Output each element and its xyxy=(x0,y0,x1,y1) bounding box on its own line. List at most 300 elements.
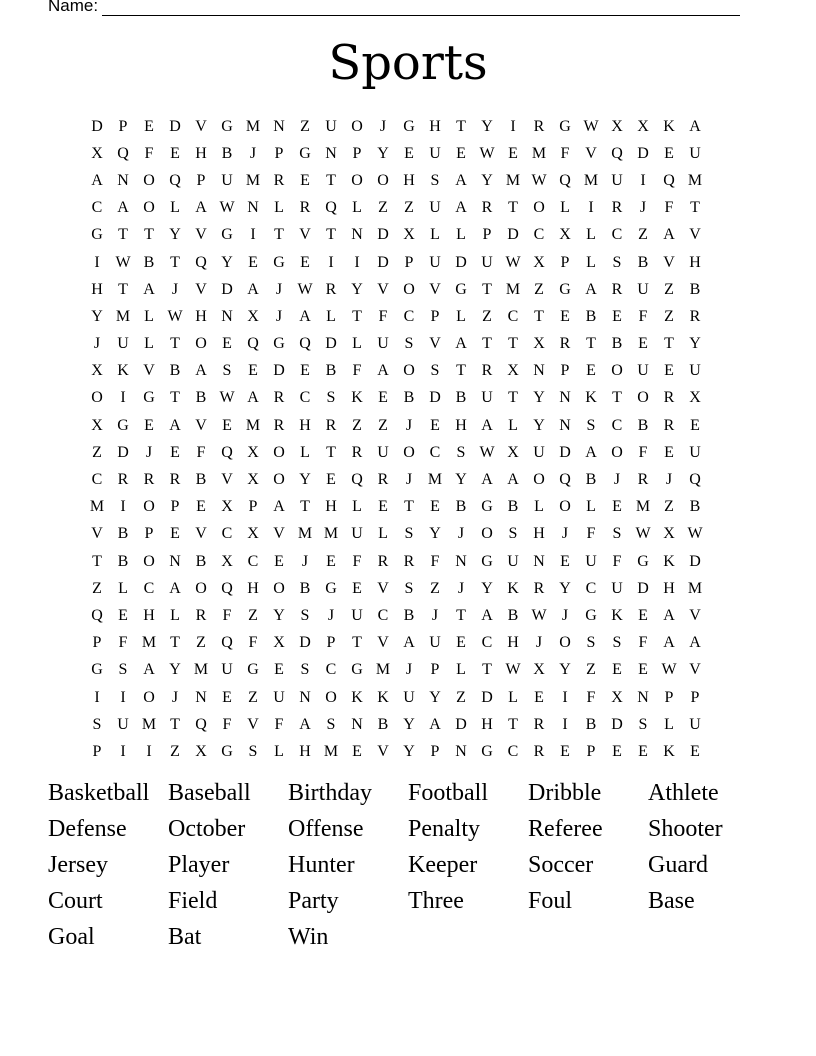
grid-letter: S xyxy=(326,715,336,733)
grid-letter: E xyxy=(560,307,570,325)
grid-letter: V xyxy=(689,606,701,624)
grid-letter: Y xyxy=(377,144,389,162)
grid-letter: R xyxy=(533,579,545,597)
grid-letter: M xyxy=(531,144,547,162)
grid-letter: X xyxy=(533,335,545,353)
grid-letter: L xyxy=(430,226,440,244)
grid-letter: E xyxy=(638,335,648,353)
grid-letter: R xyxy=(143,471,155,489)
grid-letter: O xyxy=(559,634,571,652)
grid-letter: P xyxy=(118,117,128,135)
grid-letter: B xyxy=(403,606,415,624)
grid-letter: S xyxy=(612,253,622,271)
grid-letter: Q xyxy=(221,634,233,652)
grid-letter: P xyxy=(144,525,154,543)
grid-letter: E xyxy=(326,471,336,489)
grid-letter: S xyxy=(430,362,440,380)
grid-letter: F xyxy=(144,144,154,162)
grid-letter: T xyxy=(326,226,336,244)
grid-letter: N xyxy=(299,688,311,706)
grid-letter: G xyxy=(637,552,649,570)
grid-row xyxy=(84,494,708,521)
grid-letter: T xyxy=(482,280,492,298)
grid-letter: L xyxy=(586,498,596,516)
grid-letter: R xyxy=(689,307,701,325)
grid-letter: Z xyxy=(92,443,102,461)
grid-letter: D xyxy=(689,552,701,570)
grid-letter: F xyxy=(248,634,258,652)
grid-letter: U xyxy=(351,525,363,543)
grid-letter: F xyxy=(586,525,596,543)
grid-letter: F xyxy=(352,362,362,380)
grid-letter: L xyxy=(456,226,466,244)
grid-row xyxy=(84,439,708,466)
name-underline[interactable] xyxy=(102,1,740,16)
grid-letter: E xyxy=(144,117,154,135)
grid-row xyxy=(84,575,708,602)
grid-letter: G xyxy=(559,117,571,135)
grid-letter: P xyxy=(430,307,440,325)
grid-letter: F xyxy=(638,307,648,325)
grid-letter: T xyxy=(404,498,414,516)
grid-letter: D xyxy=(273,362,285,380)
grid-letter: L xyxy=(456,307,466,325)
grid-letter: R xyxy=(559,335,571,353)
grid-letter: E xyxy=(118,606,128,624)
grid-letter: M xyxy=(687,171,703,189)
grid-letter: D xyxy=(559,443,571,461)
grid-letter: L xyxy=(378,525,388,543)
grid-letter: U xyxy=(689,144,701,162)
grid-letter: Z xyxy=(170,742,180,760)
grid-letter: R xyxy=(481,199,493,217)
grid-letter: Y xyxy=(455,471,467,489)
grid-letter: B xyxy=(611,335,623,353)
grid-letter: J xyxy=(535,634,543,652)
word-list-item: Win xyxy=(288,923,329,950)
grid-letter: W xyxy=(635,525,651,543)
grid-letter: A xyxy=(117,199,129,217)
word-list-item: Referee xyxy=(528,816,603,843)
grid-letter: B xyxy=(455,389,467,407)
grid-letter: R xyxy=(351,443,363,461)
grid-letter: S xyxy=(638,715,648,733)
grid-letter: O xyxy=(403,443,415,461)
grid-letter: A xyxy=(247,280,259,298)
grid-letter: B xyxy=(143,253,155,271)
grid-letter: W xyxy=(505,661,521,679)
grid-letter: Q xyxy=(221,579,233,597)
grid-letter: S xyxy=(118,661,128,679)
word-list-item: Birthday xyxy=(288,780,372,807)
grid-letter: E xyxy=(378,498,388,516)
grid-letter: Z xyxy=(664,280,674,298)
grid-letter: V xyxy=(91,525,103,543)
grid-letter: G xyxy=(481,552,493,570)
word-list-item: Guard xyxy=(648,851,708,878)
grid-letter: R xyxy=(377,471,389,489)
grid-letter: N xyxy=(247,199,259,217)
grid-letter: O xyxy=(143,498,155,516)
grid-letter: G xyxy=(481,742,493,760)
grid-letter: O xyxy=(611,443,623,461)
word-list-item: Party xyxy=(288,887,339,914)
grid-letter: U xyxy=(429,199,441,217)
grid-letter: G xyxy=(143,389,155,407)
grid-letter: P xyxy=(248,498,258,516)
grid-letter: X xyxy=(689,389,701,407)
grid-letter: N xyxy=(533,362,545,380)
grid-letter: I xyxy=(146,742,152,760)
grid-letter: J xyxy=(145,443,153,461)
grid-letter: W xyxy=(531,606,547,624)
grid-letter: A xyxy=(455,171,467,189)
grid-letter: S xyxy=(92,715,102,733)
grid-letter: T xyxy=(274,226,284,244)
grid-letter: W xyxy=(661,661,677,679)
word-list-item: Dribble xyxy=(528,780,602,807)
grid-letter: P xyxy=(560,253,570,271)
grid-letter: Q xyxy=(117,144,129,162)
grid-letter: X xyxy=(507,443,519,461)
grid-letter: T xyxy=(586,335,596,353)
grid-letter: T xyxy=(300,498,310,516)
grid-letter: J xyxy=(561,525,569,543)
grid-letter: Y xyxy=(559,579,571,597)
grid-letter: X xyxy=(663,525,675,543)
grid-letter: O xyxy=(559,498,571,516)
grid-letter: L xyxy=(456,661,466,679)
word-list-row xyxy=(48,883,768,919)
grid-letter: D xyxy=(221,280,233,298)
grid-letter: Z xyxy=(92,579,102,597)
grid-letter: I xyxy=(640,171,646,189)
grid-letter: Z xyxy=(248,688,258,706)
grid-letter: K xyxy=(663,117,675,135)
grid-letter: X xyxy=(403,226,415,244)
grid-letter: T xyxy=(456,117,466,135)
grid-letter: T xyxy=(118,226,128,244)
grid-row xyxy=(84,140,708,167)
grid-letter: T xyxy=(352,307,362,325)
grid-letter: N xyxy=(559,389,571,407)
grid-letter: E xyxy=(456,144,466,162)
grid-letter: G xyxy=(273,335,285,353)
grid-letter: G xyxy=(559,280,571,298)
grid-letter: P xyxy=(560,362,570,380)
grid-letter: R xyxy=(611,280,623,298)
grid-letter: E xyxy=(560,552,570,570)
grid-row xyxy=(84,412,708,439)
grid-letter: E xyxy=(248,253,258,271)
grid-letter: R xyxy=(637,471,649,489)
grid-letter: R xyxy=(299,199,311,217)
grid-letter: B xyxy=(221,144,233,162)
word-list-item: Shooter xyxy=(648,816,723,843)
grid-letter: P xyxy=(274,144,284,162)
grid-letter: L xyxy=(352,498,362,516)
grid-letter: T xyxy=(170,335,180,353)
grid-letter: E xyxy=(638,661,648,679)
grid-letter: U xyxy=(585,552,597,570)
grid-letter: J xyxy=(93,335,101,353)
grid-letter: R xyxy=(195,606,207,624)
grid-letter: O xyxy=(195,335,207,353)
grid-letter: D xyxy=(507,226,519,244)
grid-letter: U xyxy=(637,280,649,298)
grid-letter: Z xyxy=(456,688,466,706)
grid-letter: Q xyxy=(325,199,337,217)
grid-letter: T xyxy=(170,634,180,652)
grid-letter: A xyxy=(689,634,701,652)
grid-letter: K xyxy=(611,606,623,624)
grid-letter: O xyxy=(143,552,155,570)
grid-letter: A xyxy=(663,634,675,652)
grid-letter: N xyxy=(273,117,285,135)
grid-letter: Q xyxy=(663,171,675,189)
grid-letter: O xyxy=(533,471,545,489)
grid-letter: N xyxy=(533,552,545,570)
grid-letter: T xyxy=(508,335,518,353)
grid-letter: D xyxy=(637,579,649,597)
grid-letter: H xyxy=(143,606,155,624)
grid-letter: O xyxy=(325,688,337,706)
grid-letter: X xyxy=(273,634,285,652)
grid-letter: S xyxy=(300,661,310,679)
grid-letter: W xyxy=(219,389,235,407)
grid-letter: E xyxy=(222,335,232,353)
grid-letter: I xyxy=(354,253,360,271)
grid-letter: A xyxy=(143,661,155,679)
grid-letter: O xyxy=(143,171,155,189)
grid-letter: F xyxy=(612,552,622,570)
grid-letter: U xyxy=(403,688,415,706)
grid-letter: M xyxy=(245,416,261,434)
grid-letter: V xyxy=(195,280,207,298)
name-field[interactable] xyxy=(48,0,740,16)
grid-row xyxy=(84,548,708,575)
grid-letter: E xyxy=(690,416,700,434)
grid-letter: R xyxy=(169,471,181,489)
grid-letter: J xyxy=(405,471,413,489)
grid-letter: L xyxy=(508,688,518,706)
grid-row xyxy=(84,358,708,385)
grid-letter: F xyxy=(196,443,206,461)
grid-row xyxy=(84,602,708,629)
grid-letter: L xyxy=(144,307,154,325)
grid-letter: Y xyxy=(429,525,441,543)
grid-letter: E xyxy=(586,362,596,380)
grid-letter: B xyxy=(117,552,129,570)
grid-letter: V xyxy=(221,471,233,489)
grid-letter: D xyxy=(377,226,389,244)
grid-letter: N xyxy=(169,552,181,570)
grid-letter: G xyxy=(221,742,233,760)
grid-letter: G xyxy=(273,253,285,271)
grid-letter: M xyxy=(323,525,339,543)
grid-letter: E xyxy=(612,498,622,516)
grid-letter: U xyxy=(533,443,545,461)
grid-letter: N xyxy=(195,688,207,706)
grid-letter: O xyxy=(143,688,155,706)
grid-letter: V xyxy=(585,144,597,162)
grid-letter: R xyxy=(663,389,675,407)
grid-letter: B xyxy=(195,389,207,407)
grid-letter: Q xyxy=(91,606,103,624)
grid-letter: K xyxy=(351,389,363,407)
grid-letter: D xyxy=(455,715,467,733)
grid-letter: B xyxy=(455,498,467,516)
grid-letter: T xyxy=(144,226,154,244)
grid-letter: B xyxy=(195,552,207,570)
grid-letter: E xyxy=(352,742,362,760)
grid-letter: C xyxy=(481,634,493,652)
grid-letter: C xyxy=(585,579,597,597)
word-list-item: Baseball xyxy=(168,780,251,807)
grid-letter: L xyxy=(508,416,518,434)
grid-letter: C xyxy=(429,443,441,461)
grid-letter: A xyxy=(663,226,675,244)
grid-row xyxy=(84,167,708,194)
grid-letter: L xyxy=(534,498,544,516)
grid-letter: V xyxy=(195,226,207,244)
grid-letter: Y xyxy=(169,226,181,244)
grid-letter: L xyxy=(274,742,284,760)
grid-letter: P xyxy=(430,661,440,679)
grid-letter: F xyxy=(664,199,674,217)
grid-letter: E xyxy=(612,307,622,325)
grid-letter: E xyxy=(300,362,310,380)
grid-letter: R xyxy=(377,552,389,570)
grid-letter: G xyxy=(585,606,597,624)
grid-letter: U xyxy=(117,335,129,353)
grid-letter: W xyxy=(583,117,599,135)
grid-letter: M xyxy=(505,280,521,298)
grid-letter: V xyxy=(429,335,441,353)
grid-letter: B xyxy=(117,525,129,543)
grid-letter: V xyxy=(377,280,389,298)
grid-letter: Y xyxy=(351,280,363,298)
grid-row xyxy=(84,222,708,249)
grid-letter: P xyxy=(170,498,180,516)
grid-letter: M xyxy=(427,471,443,489)
grid-letter: E xyxy=(430,416,440,434)
grid-letter: Q xyxy=(169,171,181,189)
grid-letter: N xyxy=(325,144,337,162)
grid-letter: T xyxy=(508,715,518,733)
grid-letter: Q xyxy=(195,715,207,733)
grid-letter: P xyxy=(664,688,674,706)
grid-letter: E xyxy=(352,579,362,597)
grid-letter: C xyxy=(325,661,337,679)
grid-letter: G xyxy=(351,661,363,679)
grid-letter: B xyxy=(689,498,701,516)
grid-letter: E xyxy=(534,688,544,706)
grid-letter: R xyxy=(273,416,285,434)
word-list xyxy=(48,776,768,955)
grid-letter: T xyxy=(612,389,622,407)
grid-letter: I xyxy=(120,688,126,706)
grid-letter: A xyxy=(507,471,519,489)
grid-letter: R xyxy=(273,171,285,189)
word-list-row xyxy=(48,812,768,848)
grid-letter: C xyxy=(403,307,415,325)
grid-letter: R xyxy=(117,471,129,489)
grid-letter: H xyxy=(325,498,337,516)
grid-letter: F xyxy=(638,634,648,652)
word-list-row xyxy=(48,848,768,884)
grid-letter: I xyxy=(120,498,126,516)
grid-letter: B xyxy=(403,389,415,407)
grid-letter: A xyxy=(299,307,311,325)
grid-letter: Z xyxy=(638,226,648,244)
grid-letter: H xyxy=(429,117,441,135)
grid-letter: J xyxy=(431,606,439,624)
grid-letter: Q xyxy=(221,443,233,461)
grid-letter: H xyxy=(403,171,415,189)
grid-letter: D xyxy=(611,715,623,733)
grid-letter: G xyxy=(403,117,415,135)
word-list-item: Three xyxy=(408,887,464,914)
grid-letter: Z xyxy=(664,498,674,516)
grid-letter: C xyxy=(91,471,103,489)
grid-letter: M xyxy=(193,661,209,679)
grid-letter: V xyxy=(195,525,207,543)
grid-letter: U xyxy=(481,253,493,271)
grid-letter: Y xyxy=(481,117,493,135)
grid-letter: I xyxy=(120,742,126,760)
grid-letter: F xyxy=(638,443,648,461)
grid-letter: O xyxy=(273,579,285,597)
grid-letter: M xyxy=(375,661,391,679)
grid-letter: W xyxy=(531,171,547,189)
grid-letter: Z xyxy=(430,579,440,597)
grid-letter: M xyxy=(245,171,261,189)
grid-letter: T xyxy=(508,199,518,217)
grid-letter: M xyxy=(115,307,131,325)
grid-letter: E xyxy=(274,552,284,570)
grid-letter: G xyxy=(247,661,259,679)
grid-letter: N xyxy=(559,416,571,434)
grid-letter: R xyxy=(273,389,285,407)
grid-letter: H xyxy=(195,307,207,325)
grid-letter: C xyxy=(91,199,103,217)
grid-letter: C xyxy=(507,742,519,760)
grid-letter: E xyxy=(560,742,570,760)
grid-letter: U xyxy=(221,661,233,679)
word-list-item: Football xyxy=(408,780,489,807)
grid-letter: L xyxy=(274,199,284,217)
grid-letter: C xyxy=(611,226,623,244)
grid-letter: A xyxy=(455,335,467,353)
grid-letter: B xyxy=(637,253,649,271)
grid-letter: G xyxy=(117,416,129,434)
grid-letter: O xyxy=(403,362,415,380)
grid-letter: Q xyxy=(611,144,623,162)
grid-letter: X xyxy=(91,362,103,380)
grid-letter: V xyxy=(663,253,675,271)
grid-letter: B xyxy=(195,471,207,489)
grid-letter: F xyxy=(378,307,388,325)
grid-letter: N xyxy=(637,688,649,706)
grid-letter: U xyxy=(429,144,441,162)
grid-letter: J xyxy=(665,471,673,489)
grid-letter: Z xyxy=(248,606,258,624)
grid-letter: T xyxy=(456,362,466,380)
grid-letter: H xyxy=(481,715,493,733)
grid-letter: U xyxy=(429,634,441,652)
grid-letter: E xyxy=(300,253,310,271)
